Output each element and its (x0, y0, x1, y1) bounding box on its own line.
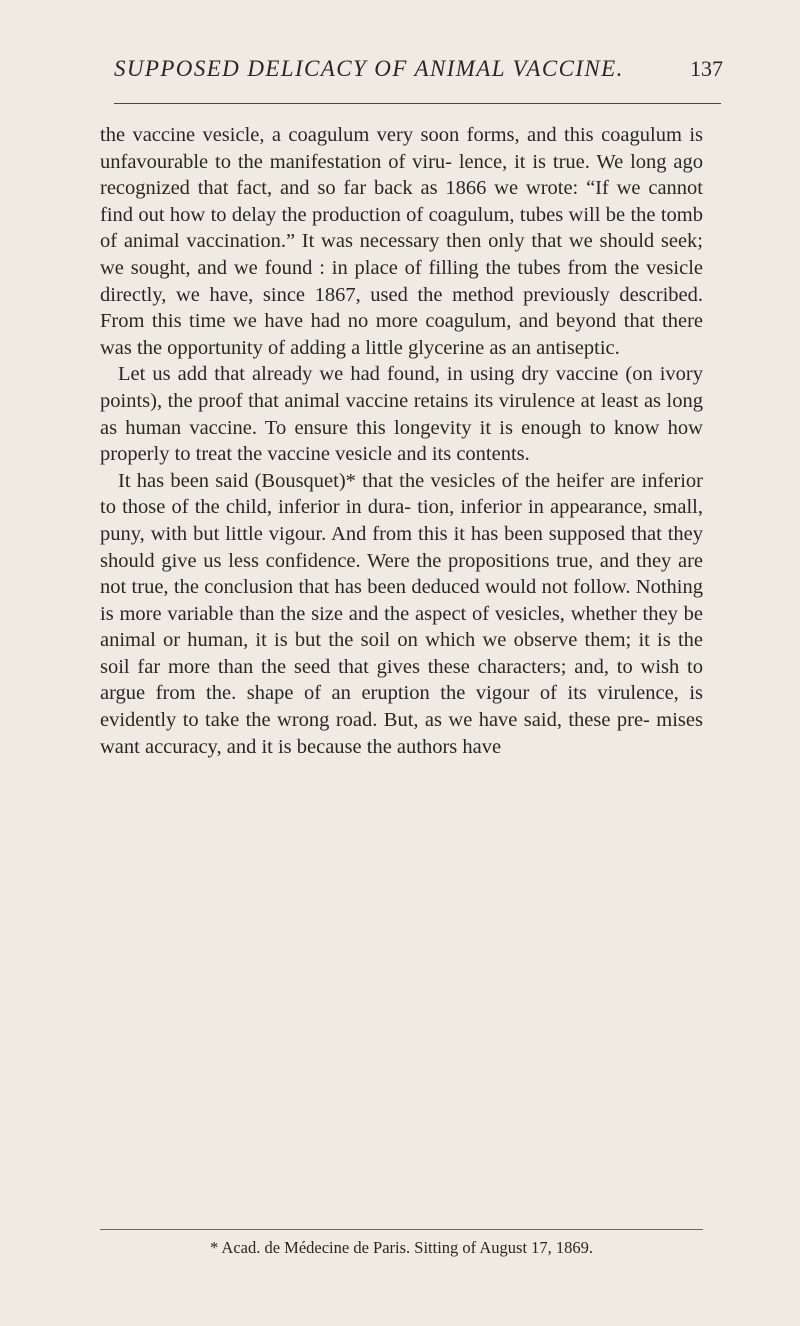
paragraph-dry-vaccine: Let us add that already we had found, in using dry vaccine (on ivory points), the proof that animal vaccine retains its virulence at least as long as human vaccine. To ensure this longevity it is enough to know how properly to treat the vaccine vesicle and its contents. (100, 363, 703, 466)
header-rule (114, 103, 721, 104)
page-number: 137 (690, 56, 723, 81)
paragraph-continued: the vaccine vesicle, a coagulum very soon forms, and this coagulum is unfavourable to the manifestation of viru- lence, it is true. We long ago recognized that fact, and so far back as 1866 we wrote: “If we cannot find out how to delay the production of coagulum, tubes will be the tomb of animal vaccination.” It was necessary then only that we should seek; we sought, and we found : in place of filling the tubes from the vesicle directly, we have, since 1867, used the method previously described. From this time we have had no more coagulum, and beyond that there was the opportunity of adding a little glycerine as an antiseptic. (100, 124, 703, 359)
book-page (78, 48, 723, 1288)
paragraph-bousquet: It has been said (Bousquet)* that the vesicles of the heifer are inferior to those of the child, inferior in dura- tion, inferior in appearance, small, puny, with but little vigour. And from this it has been supposed that they should give us less confidence. Were the propositions true, and they are not true, the conclusion that has been deduced would not follow. Nothing is more variable than the size and the aspect of vesicles, whether they be animal or human, it is but the soil on which we observe them; it is the soil far more than the seed that gives these characters; and, to wish to argue from the. shape of an eruption the vigour of its virulence, is evidently to take the wrong road. But, as we have said, these pre- mises want accuracy, and it is because the authors have (100, 469, 703, 758)
body-text (100, 122, 703, 760)
footnote-rule (100, 1229, 703, 1230)
running-head (78, 48, 723, 88)
running-title: SUPPOSED DELICACY OF ANIMAL VACCINE. (114, 56, 624, 81)
footnote: * Acad. de Médecine de Paris. Sitting of August 17, 1869. (209, 1238, 594, 1257)
